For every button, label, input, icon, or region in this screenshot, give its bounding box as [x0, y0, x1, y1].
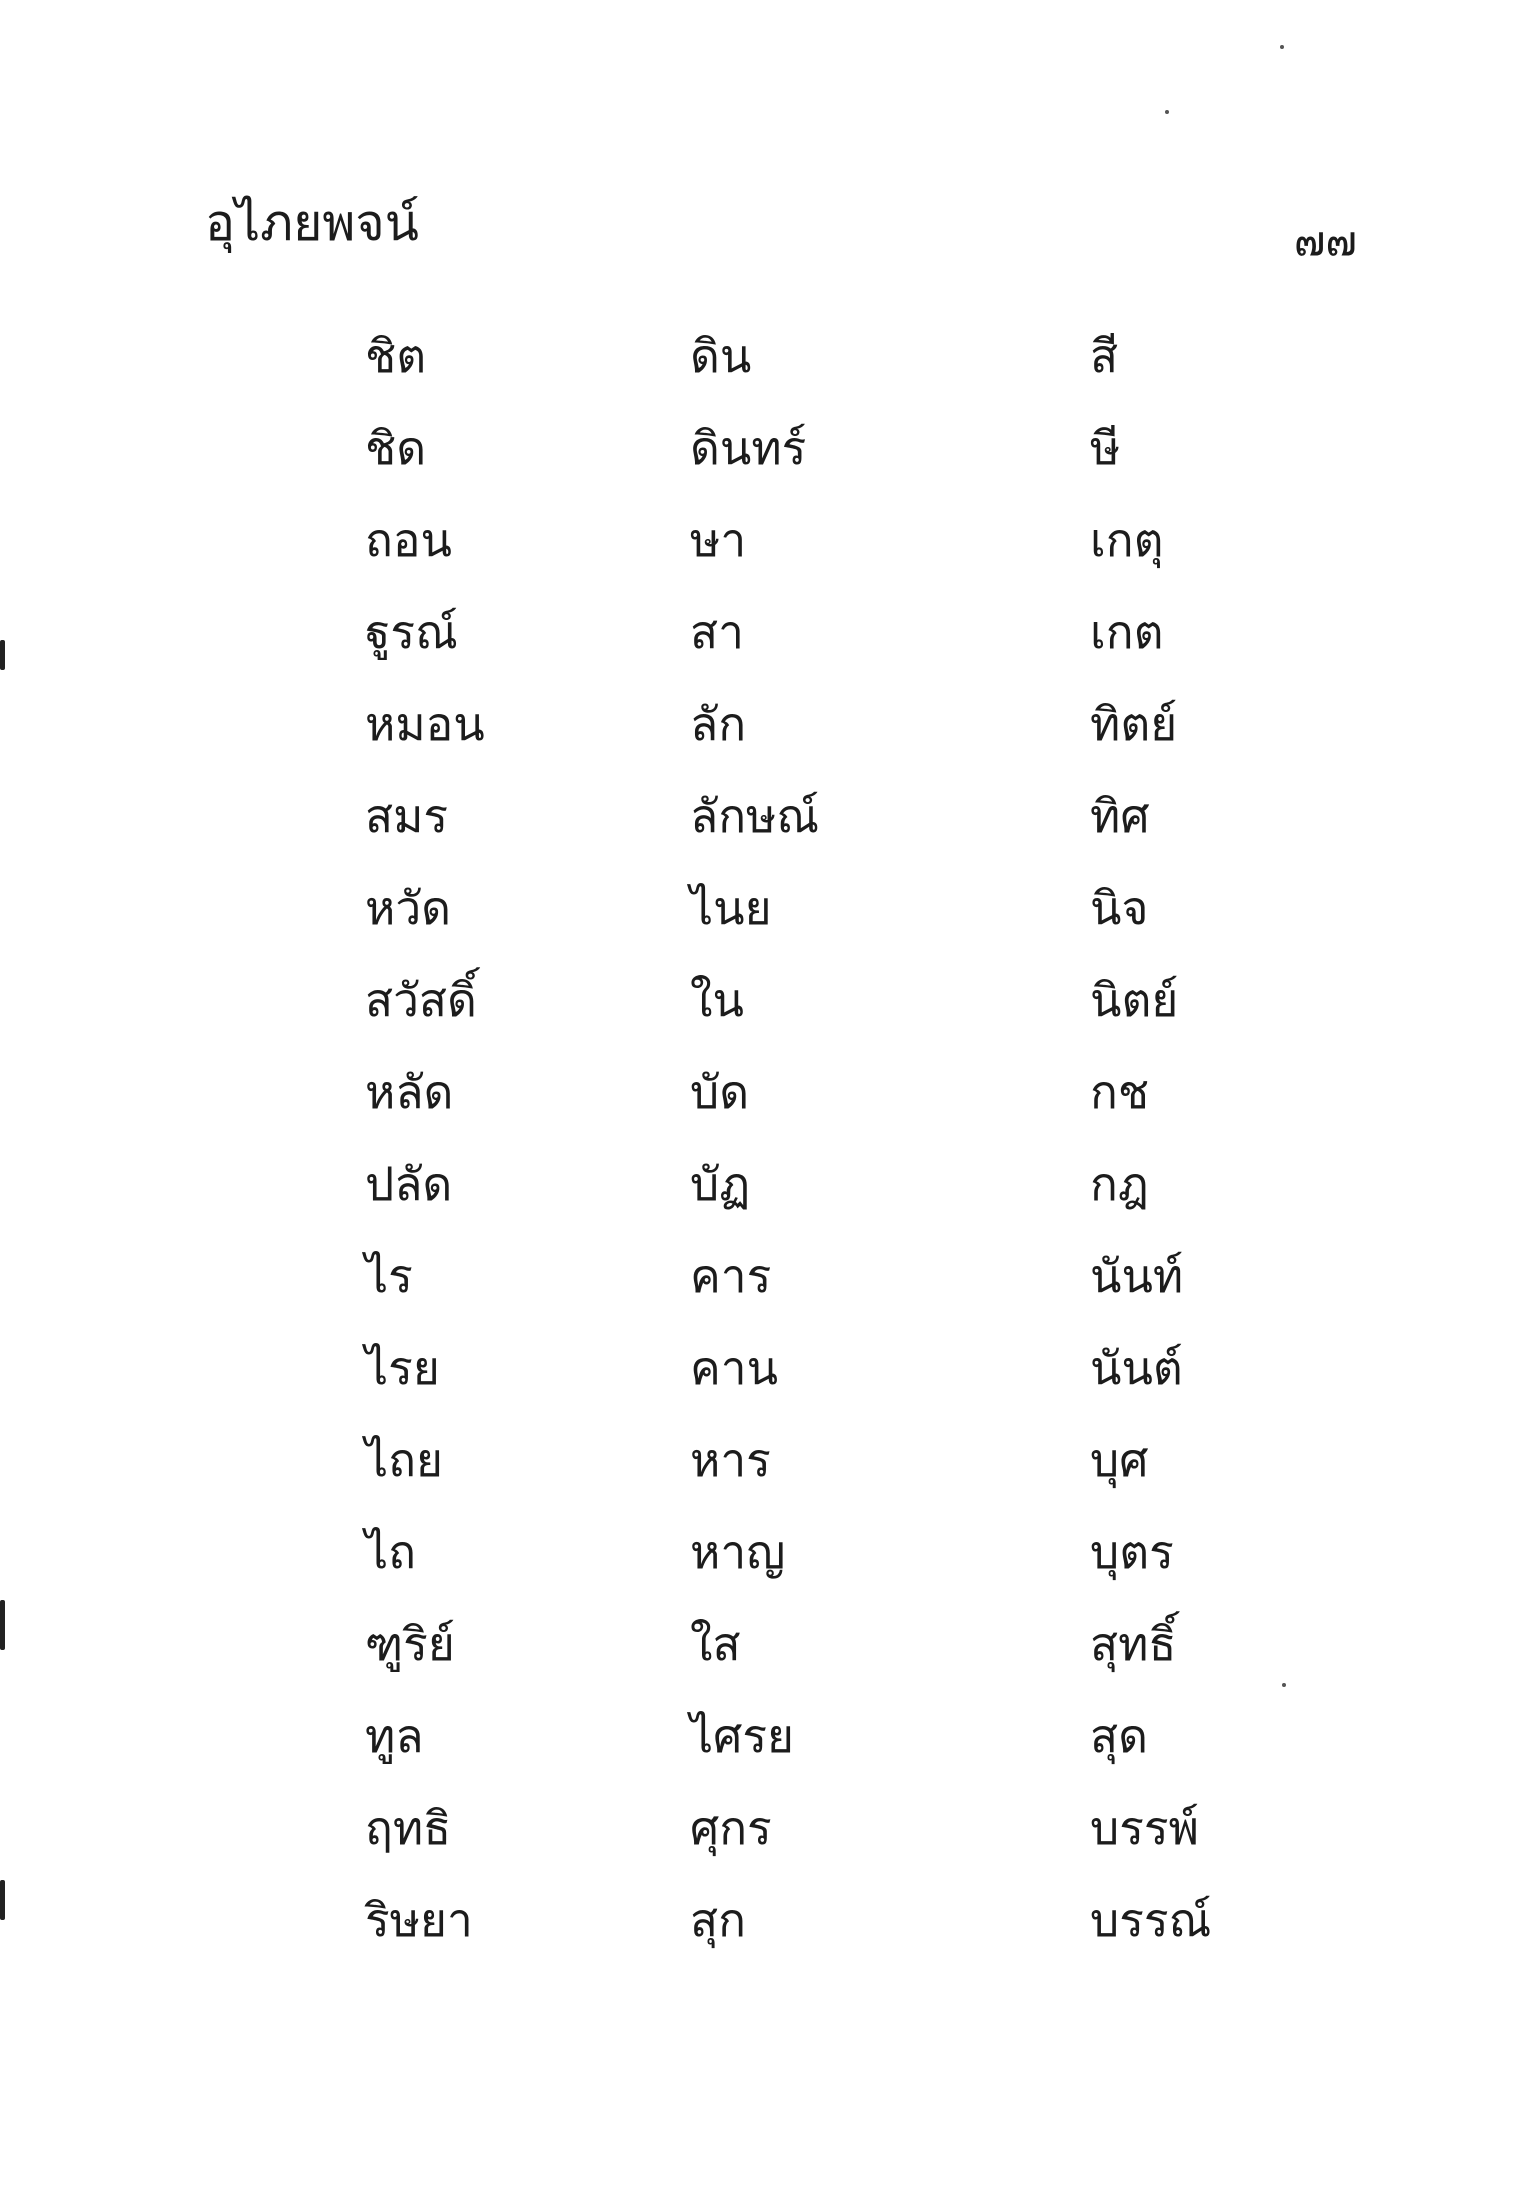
word-entry: คาร [690, 1249, 772, 1303]
word-entry: ษา [690, 513, 747, 567]
word-column-2 [690, 310, 819, 1966]
word-entry: ใส [690, 1617, 741, 1671]
word-entry: หลัด [365, 1065, 454, 1119]
word-entry: บัฏ [690, 1157, 751, 1211]
word-entry: เกต [1090, 605, 1164, 659]
word-entry: บรรณ์ [1090, 1893, 1212, 1947]
paper-speck [1280, 45, 1284, 49]
word-entry: สมร [365, 789, 449, 843]
word-entry: ชิด [365, 421, 427, 475]
word-entry: ไนย [690, 881, 772, 935]
word-entry: บุศ [1090, 1433, 1149, 1487]
word-entry: ใน [690, 973, 744, 1027]
word-entry: สี [1090, 329, 1119, 383]
word-entry: ศุกร [690, 1801, 772, 1855]
word-entry: กช [1090, 1065, 1150, 1119]
word-entry: เกตุ [1090, 513, 1164, 567]
word-entry: ทิตย์ [1090, 697, 1178, 751]
binding-mark [0, 1600, 5, 1650]
word-entry: ไถ [365, 1525, 416, 1579]
word-entry: ไร [365, 1249, 413, 1303]
binding-mark [0, 640, 5, 670]
word-entry: สา [690, 605, 744, 659]
word-entry: ไศรย [690, 1709, 794, 1763]
word-entry: ษี [1090, 421, 1121, 475]
word-entry: ทูล [365, 1709, 424, 1763]
word-entry: ดิน [690, 329, 752, 383]
word-entry: ลัก [690, 697, 747, 751]
word-entry: คาน [690, 1341, 779, 1395]
word-column-1 [365, 310, 485, 1966]
word-entry: ทิศ [1090, 789, 1150, 843]
page-number: ๗๗ [1293, 216, 1357, 265]
word-entry: บรรพ์ [1090, 1801, 1199, 1855]
word-entry: ถอน [365, 513, 452, 567]
word-entry: หาร [690, 1433, 771, 1487]
word-entry: ไรย [365, 1341, 440, 1395]
word-entry: ลักษณ์ [690, 789, 820, 843]
word-entry: สุทธิ์ [1090, 1617, 1177, 1671]
paper-speck [1165, 110, 1169, 114]
word-entry: สุด [1090, 1709, 1148, 1763]
word-entry: ฑูริย์ [365, 1617, 455, 1671]
paper-speck [1282, 1683, 1286, 1687]
word-entry: นิจ [1090, 881, 1149, 935]
word-entry: สวัสดิ์ [365, 973, 477, 1027]
word-entry: ดินทร์ [690, 421, 807, 475]
word-entry: ฤทธิ [365, 1801, 452, 1855]
word-entry: ชิต [365, 329, 427, 383]
page-title: อุไภยพจน์ [205, 194, 419, 252]
word-entry: ไถย [365, 1433, 443, 1487]
word-entry: นิตย์ [1090, 973, 1179, 1027]
word-entry: หมอน [365, 697, 485, 751]
word-entry: นันต์ [1090, 1341, 1183, 1395]
word-entry: ปลัด [365, 1157, 453, 1211]
word-entry: หาญ [690, 1525, 786, 1579]
word-entry: ฐูรณ์ [365, 605, 458, 659]
word-entry: กฎ [1090, 1157, 1149, 1211]
word-entry: บุตร [1090, 1525, 1174, 1579]
word-column-3 [1090, 310, 1211, 1966]
binding-mark [0, 1880, 5, 1920]
word-entry: บัด [690, 1065, 750, 1119]
word-entry: สุก [690, 1893, 746, 1947]
word-entry: หวัด [365, 881, 452, 935]
word-entry: นันท์ [1090, 1249, 1184, 1303]
word-entry: ริษยา [365, 1893, 473, 1947]
